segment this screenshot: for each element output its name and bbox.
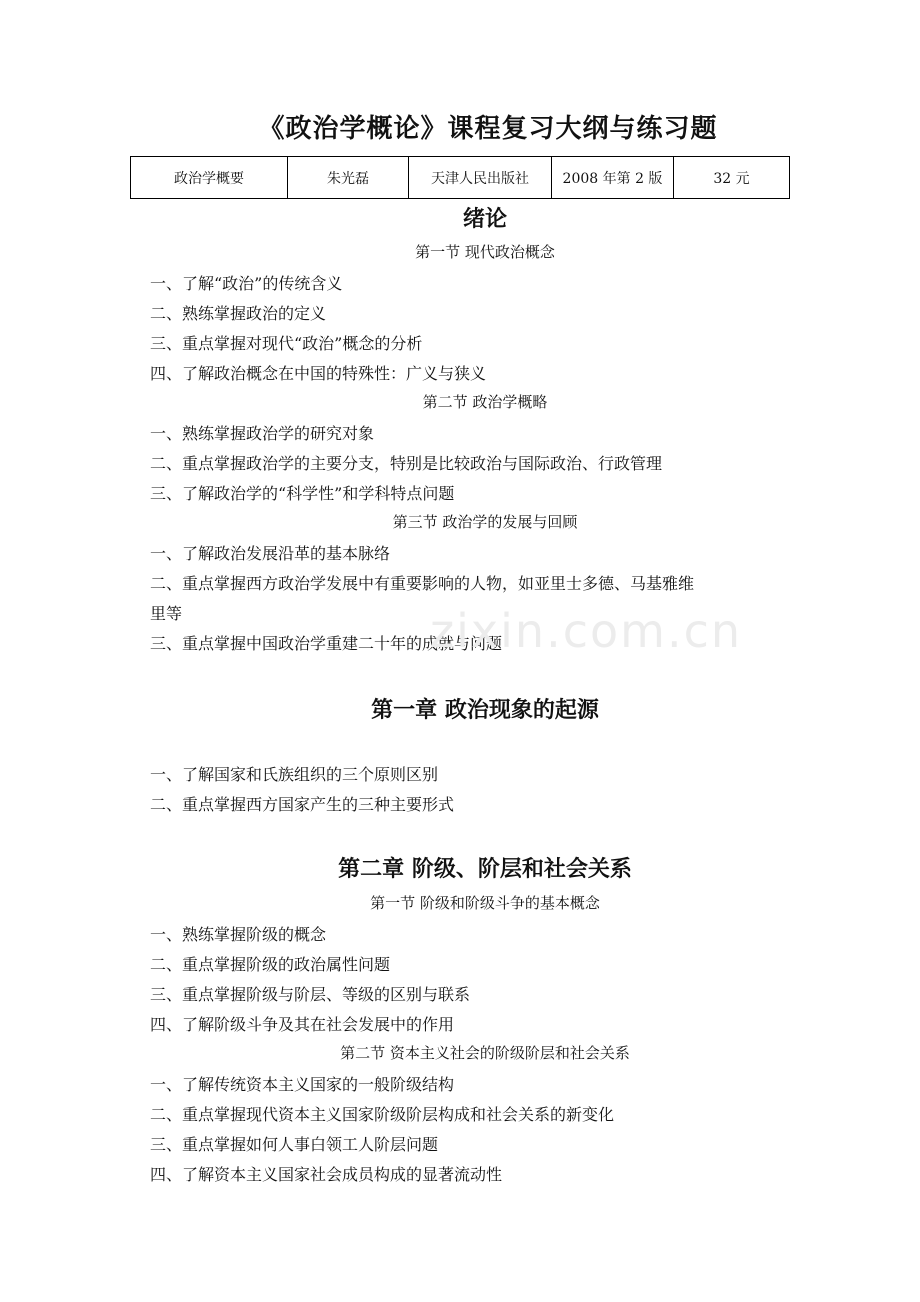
watermark-text: zixin.com.cn (430, 604, 743, 658)
list-item: 三、了解政治学的“科学性”和学科特点问题 (150, 484, 455, 503)
list-item: 一、了解“政治”的传统含义 (150, 274, 343, 293)
section-title: 第一节 现代政治概念 (415, 243, 555, 261)
chapter2-heading: 第二章 阶级、阶层和社会关系 (338, 857, 632, 882)
section-title: 第三节 政治学的发展与回顾 (392, 513, 578, 531)
list-item: 二、重点掌握西方国家产生的三种主要形式 (150, 795, 455, 814)
list-item: 一、熟练掌握阶级的概念 (150, 925, 327, 944)
book-name-cell: 政治学概要 (131, 157, 288, 199)
list-item: 四、了解资本主义国家社会成员构成的显著流动性 (150, 1165, 503, 1184)
section-title: 第二节 资本主义社会的阶级阶层和社会关系 (340, 1044, 630, 1062)
table-row (131, 157, 790, 199)
price-cell: 32 元 (674, 157, 790, 199)
list-item: 二、重点掌握阶级的政治属性问题 (150, 955, 391, 974)
list-item: 二、熟练掌握政治的定义 (150, 304, 327, 323)
list-item: 一、了解政治发展沿革的基本脉络 (150, 544, 391, 563)
list-item: 三、重点掌握阶级与阶层、等级的区别与联系 (150, 985, 471, 1004)
section-title: 第一节 阶级和阶级斗争的基本概念 (370, 894, 600, 912)
book-info-table (130, 156, 790, 199)
list-item: 三、重点掌握对现代“政治”概念的分析 (150, 334, 423, 353)
publisher-cell: 天津人民出版社 (409, 157, 552, 199)
list-item: 三、重点掌握如何人事白领工人阶层问题 (150, 1135, 439, 1154)
list-item: 一、了解国家和氏族组织的三个原则区别 (150, 765, 439, 784)
intro-heading: 绪论 (462, 207, 507, 232)
edition-cell: 2008 年第 2 版 (552, 157, 674, 199)
list-item: 一、了解传统资本主义国家的一般阶级结构 (150, 1075, 455, 1094)
author-cell: 朱光磊 (288, 157, 409, 199)
section-title: 第二节 政治学概略 (422, 393, 548, 411)
list-item: 里等 (150, 604, 183, 623)
list-item: 二、重点掌握西方政治学发展中有重要影响的人物，如亚里士多德、马基雅维 (150, 574, 695, 593)
document-title: 《政治学概论》课程复习大纲与练习题 (258, 114, 718, 144)
chapter1-heading: 第一章 政治现象的起源 (371, 698, 599, 723)
list-item: 二、重点掌握政治学的主要分支，特别是比较政治与国际政治、行政管理 (150, 454, 663, 473)
list-item: 一、熟练掌握政治学的研究对象 (150, 424, 375, 443)
list-item: 四、了解阶级斗争及其在社会发展中的作用 (150, 1015, 455, 1034)
list-item: 四、了解政治概念在中国的特殊性：广义与狭义 (150, 364, 487, 383)
list-item: 二、重点掌握现代资本主义国家阶级阶层构成和社会关系的新变化 (150, 1105, 615, 1124)
list-item: 三、重点掌握中国政治学重建二十年的成就与问题 (150, 634, 503, 653)
